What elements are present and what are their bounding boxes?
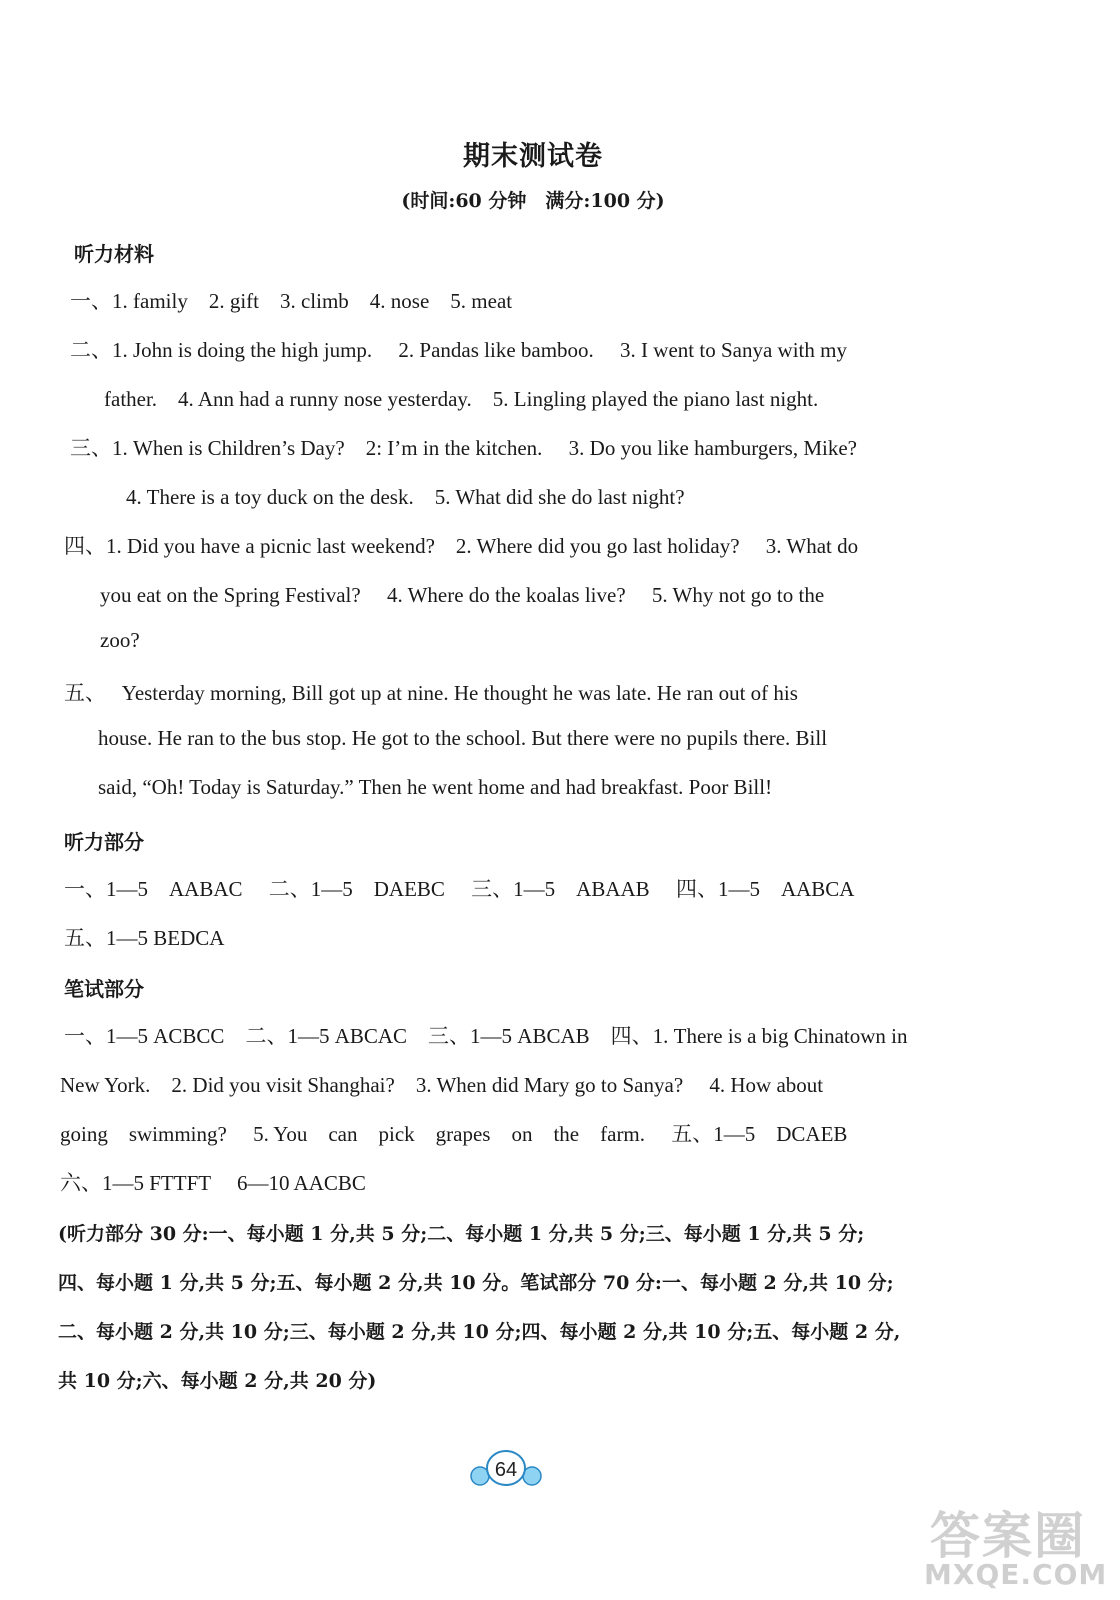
- answer-line: 六、1—5 FTTFT 6—10 AACBC: [60, 1171, 366, 1195]
- text-line: zoo?: [100, 628, 140, 652]
- answer-line: 一、1—5 ACBCC 二、1—5 ABCAC 三、1—5 ABCAB 四、1. There is a big Chinatown in: [64, 1024, 908, 1048]
- answer-line: 五、1—5 BEDCA: [64, 926, 225, 950]
- text-line: house. He ran to the bus stop. He got to the school. But there were no pupils there. Bill: [98, 726, 828, 750]
- page-number-badge: [466, 1446, 546, 1492]
- score-note-line: 共 10 分;六、每小题 2 分,共 20 分): [58, 1370, 377, 1392]
- heading-written-part: 笔试部分: [64, 977, 144, 1001]
- text-line: 三、1. When is Children’s Day? 2: I’m in the kitchen. 3. Do you like hamburgers, Mike?: [70, 436, 857, 460]
- text-line: 一、1. family 2. gift 3. climb 4. nose 5. meat: [70, 289, 513, 313]
- heading-listening-part: 听力部分: [64, 830, 144, 854]
- score-note-line: 二、每小题 2 分,共 10 分;三、每小题 2 分,共 10 分;四、每小题 2 分,共 10 分;五、每小题 2 分,: [58, 1321, 901, 1343]
- text-line: father. 4. Ann had a runny nose yesterday. 5. Lingling played the piano last night.: [104, 387, 819, 411]
- exam-duration-and-score: (时间:60 分钟 满分:100 分): [401, 190, 665, 212]
- text-line: 4. There is a toy duck on the desk. 5. What did she do last night?: [126, 485, 685, 509]
- watermark-logo: 答案圈: [930, 1507, 1086, 1565]
- page-number: 64: [494, 1459, 518, 1481]
- text-line: said, “Oh! Today is Saturday.” Then he went home and had breakfast. Poor Bill!: [98, 775, 773, 799]
- watermark-url: MXQE.COM: [924, 1558, 1108, 1591]
- text-line: you eat on the Spring Festival? 4. Where do the koalas live? 5. Why not go to the: [100, 583, 825, 607]
- text-line: 二、1. John is doing the high jump. 2. Pandas like bamboo. 3. I went to Sanya with my: [70, 338, 847, 362]
- score-note-line: 四、每小题 1 分,共 5 分;五、每小题 2 分,共 10 分。笔试部分 70 分:一、每小题 2 分,共 10 分;: [58, 1272, 894, 1294]
- score-note-line: (听力部分 30 分:一、每小题 1 分,共 5 分;二、每小题 1 分,共 5 分;三、每小题 1 分,共 5 分;: [58, 1223, 865, 1245]
- text-line: 四、1. Did you have a picnic last weekend? 2. Where did you go last holiday? 3. What do: [64, 534, 859, 558]
- page-badge-icon: [466, 1446, 546, 1492]
- heading-listening-material: 听力材料: [74, 242, 154, 266]
- text-line: 五、 Yesterday morning, Bill got up at nine. He thought he was late. He ran out of his: [64, 681, 798, 705]
- watermark: [918, 1496, 1114, 1596]
- answer-line: going swimming? 5. You can pick grapes on the farm. 五、1—5 DCAEB: [60, 1122, 848, 1146]
- answer-line: 一、1—5 AABAC 二、1—5 DAEBC 三、1—5 ABAAB 四、1—5 AABCA: [64, 877, 855, 901]
- answer-line: New York. 2. Did you visit Shanghai? 3. When did Mary go to Sanya? 4. How about: [60, 1073, 824, 1097]
- page-title: 期末测试卷: [463, 141, 603, 172]
